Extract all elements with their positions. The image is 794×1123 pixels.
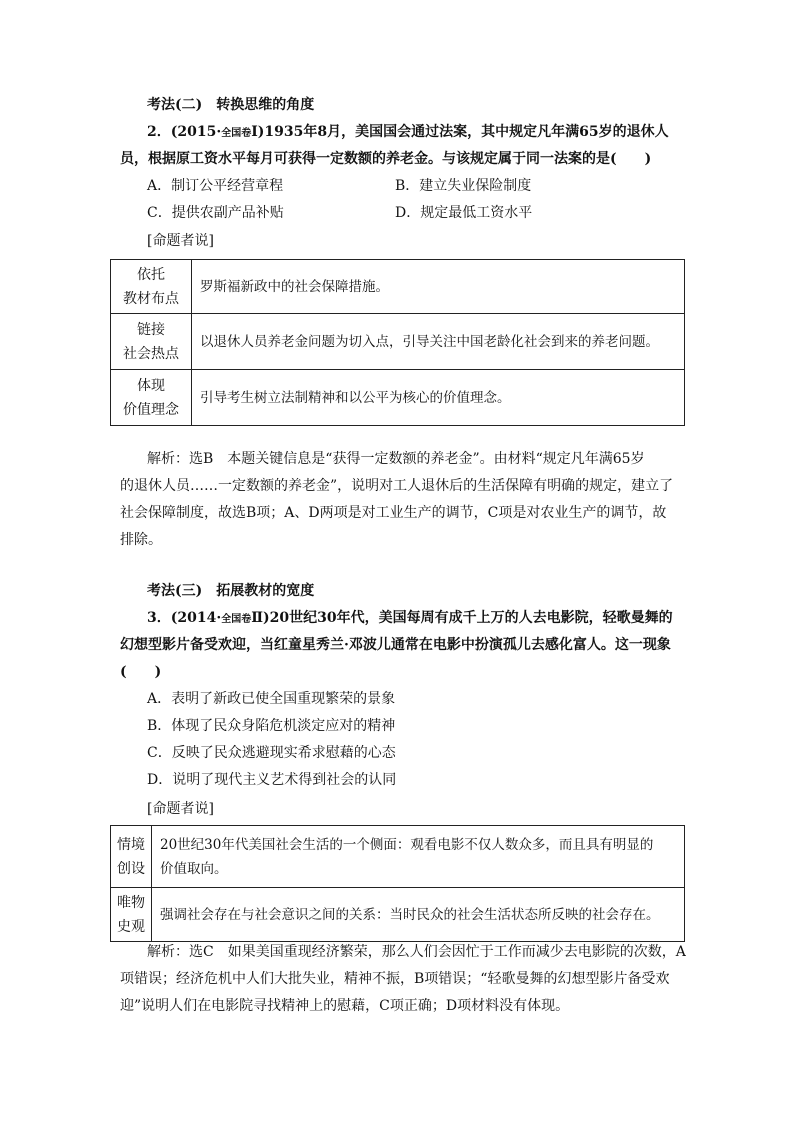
- option-c: C．提供农副产品补贴: [147, 205, 284, 221]
- question-source: 全国卷: [221, 614, 252, 625]
- option-b: B．建立失业保险制度: [395, 178, 532, 194]
- answer-3-line-1: 解析：选C 如果美国重现经济繁荣，那么人们会因忙于工作而减少去电影院的次数，A: [147, 944, 686, 960]
- row-content: 引导考生树立法制精神和以公平为核心的价值理念。: [192, 370, 685, 426]
- question-year: (2014·: [170, 610, 222, 626]
- table-row: [111, 260, 685, 314]
- row-header: 唯物 史观: [111, 888, 152, 942]
- answer-2-line-2: 的退休人员……一定数额的养老金”，说明对工人退休后的生活保障有明确的规定，建立了: [120, 478, 674, 494]
- table-row: [111, 370, 685, 426]
- table-label: [命题者说]: [147, 801, 214, 817]
- question-volume: Ⅱ): [251, 610, 270, 626]
- table-row: [111, 826, 685, 888]
- option-a: A．表明了新政已使全国重现繁荣的景象: [147, 691, 396, 707]
- option-a: A．制订公平经营章程: [147, 178, 284, 194]
- question-2-line-1: [147, 122, 669, 144]
- question-number: 2．: [147, 124, 171, 140]
- answer-3-line-3: 迎”说明人们在电影院寻找精神上的慰藉，C项正确；D项材料没有体现。: [120, 998, 570, 1014]
- row-header: 情境 创设: [111, 826, 152, 888]
- table-row: [111, 314, 685, 370]
- question-3-line-1: [147, 608, 673, 630]
- answer-2-line-1: 解析：选B 本题关键信息是“获得一定数额的养老金”。由材料“规定凡年满65岁: [147, 451, 645, 467]
- question-volume: Ⅰ): [251, 124, 265, 140]
- question-source: 全国卷: [221, 128, 252, 139]
- question-year: (2015·: [170, 124, 222, 140]
- table-row: [111, 888, 685, 942]
- question-3-line-2: 幻想型影片备受欢迎，当红童星秀兰·邓波儿通常在电影中扮演孤儿去感化富人。这一现象: [120, 637, 671, 653]
- row-content: 罗斯福新政中的社会保障措施。: [192, 260, 685, 314]
- question-text: 20世纪30年代，美国每周有成千上万的人去电影院，轻歌曼舞的: [269, 610, 673, 626]
- question-2-line-2: 员，根据原工资水平每月可获得一定数额的养老金。与该规定属于同一法案的是( ): [120, 151, 652, 167]
- row-content: 20世纪30年代美国社会生活的一个侧面：观看电影不仅人数众多，而且具有明显的 价值取向。: [152, 826, 685, 888]
- row-header: 链接 社会热点: [111, 314, 192, 370]
- row-header: 依托 教材布点: [111, 260, 192, 314]
- question-text: 1935年8月，美国国会通过法案，其中规定凡年满65岁的退休人: [264, 124, 669, 140]
- question-number: 3．: [147, 610, 171, 626]
- option-b: B．体现了民众身陷危机淡定应对的精神: [147, 718, 396, 734]
- row-header: 体现 价值理念: [111, 370, 192, 426]
- commentary-table-3: [110, 825, 685, 942]
- answer-2-line-4: 排除。: [120, 532, 162, 548]
- question-3-line-3: ( ): [120, 664, 162, 680]
- answer-2-line-3: 社会保障制度，故选B项；A、D两项是对工业生产的调节，C项是对农业生产的调节，故: [120, 505, 667, 521]
- row-content: 以退休人员养老金问题为切入点，引导关注中国老龄化社会到来的养老问题。: [192, 314, 685, 370]
- answer-3-line-2: 项错误；经济危机中人们大批失业，精神不振，B项错误；“轻歌曼舞的幻想型影片备受欢: [120, 971, 670, 987]
- option-d: D．说明了现代主义艺术得到社会的认同: [147, 772, 397, 788]
- table-label: [命题者说]: [147, 233, 214, 249]
- option-d: D．规定最低工资水平: [395, 205, 533, 221]
- commentary-table-2: [110, 259, 685, 426]
- section-heading-2: 考法(二) 转换思维的角度: [147, 97, 315, 113]
- option-c: C．反映了民众逃避现实希求慰藉的心态: [147, 745, 396, 761]
- section-heading-3: 考法(三) 拓展教材的宽度: [147, 583, 315, 599]
- row-content: 强调社会存在与社会意识之间的关系：当时民众的社会生活状态所反映的社会存在。: [152, 888, 685, 942]
